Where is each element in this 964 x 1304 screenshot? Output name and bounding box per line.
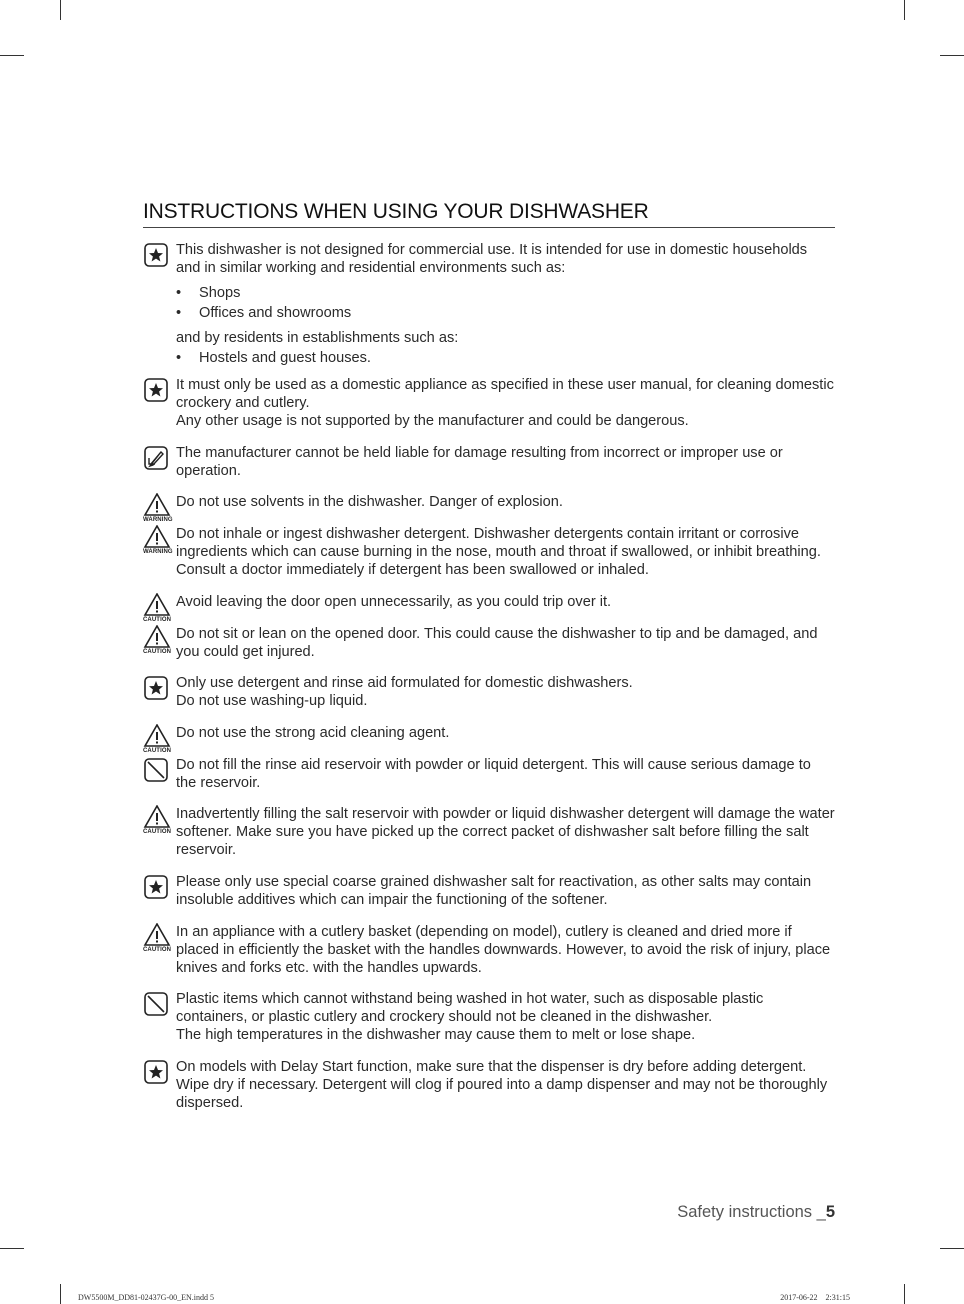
caution-label: CAUTION: [143, 649, 172, 655]
crop-mark: [904, 0, 905, 20]
caution-icon: [143, 593, 171, 623]
page-number: 5: [825, 1203, 835, 1221]
crop-mark: [60, 0, 61, 20]
list-item: [143, 756, 835, 792]
list-item: [143, 525, 835, 579]
entry-text: The high temperatures in the dishwasher may cause them to melt or lose shape.: [176, 1027, 696, 1043]
bullet-text: Offices and showrooms: [199, 305, 352, 321]
entry-text: The manufacturer cannot be held liable for damage resulting from incorrect or improper use or operation.: [176, 445, 783, 479]
entry-text: On models with Delay Start function, make sure that the dispenser is dry before adding detergent. Wipe dry if necessary. Detergent will clog if poured into a damp dispenser and may not be thoroughly dispersed.: [176, 1059, 828, 1111]
prohibited-icon: [143, 990, 171, 1020]
list-item: [143, 805, 835, 859]
entry-text: Do not use washing-up liquid.: [176, 693, 368, 709]
crop-mark: [60, 1284, 61, 1304]
entry-text: It must only be used as a domestic appliance as specified in these user manual, for cleaning domestic crockery and cutlery.: [176, 377, 834, 411]
crop-mark: [904, 1284, 905, 1304]
star-icon: [143, 1058, 171, 1088]
crop-mark: [0, 1248, 24, 1249]
star-icon: [143, 873, 171, 903]
entry-text: Avoid leaving the door open unnecessarily, as you could trip over it.: [176, 594, 612, 610]
list-item: [143, 444, 835, 480]
warning-icon: [143, 493, 171, 523]
crop-mark: [940, 55, 964, 56]
star-icon: [143, 674, 171, 704]
list-item: [143, 493, 835, 523]
entry-text: Inadvertently filling the salt reservoir with powder or liquid dishwasher detergent will damage the water softener. Make sure you have picked up the correct packet of dishwasher salt before filling the salt reservoir.: [176, 806, 835, 858]
list-item: [143, 593, 835, 623]
warning-icon: [143, 525, 171, 555]
star-icon: [143, 241, 171, 271]
list-item: [143, 990, 835, 1044]
bullet-text: Hostels and guest houses.: [199, 350, 371, 366]
crop-mark: [0, 55, 24, 56]
entry-text: Plastic items which cannot withstand being washed in hot water, such as disposable plastic containers, or plastic cutlery and crockery should not be cleaned in the dishwasher.: [176, 991, 764, 1025]
caution-label: CAUTION: [143, 617, 172, 623]
entry-text: Do not use the strong acid cleaning agent.: [176, 725, 450, 741]
entry-text: Please only use special coarse grained dishwasher salt for reactivation, as other salts may contain insoluble additives which can impair the functioning of the softener.: [176, 874, 812, 908]
bullet-text: Shops: [199, 285, 241, 301]
list-item: [143, 376, 835, 430]
list-item: This dishwasher is not designed for commercial use. It is intended for use in domestic households and in similar working and residential environments such as: • Shops • Offices and showrooms and by residents in establishments such as: • Hostels and guest houses.: [143, 241, 835, 367]
entry-text: Do not fill the rinse aid reservoir with powder or liquid detergent. This will cause serious damage to the reservoir.: [176, 757, 811, 791]
slug-date: 2017-06-22 2:31:15: [780, 1293, 850, 1302]
list-item: [143, 1058, 835, 1112]
star-icon: [143, 376, 171, 406]
list-item: [143, 724, 835, 754]
slug-file: DW5500M_DD81-02437G-00_EN.indd 5: [78, 1293, 214, 1302]
entry-text: Only use detergent and rinse aid formulated for domestic dishwashers.: [176, 675, 633, 691]
crop-mark: [940, 1248, 964, 1249]
entry-text: In an appliance with a cutlery basket (depending on model), cutlery is cleaned and dried more if placed in efficiently the basket with the handles downwards. However, to avoid the risk of injury, place knives and forks etc. with the handles upwards.: [176, 924, 831, 976]
page-title: INSTRUCTIONS WHEN USING YOUR DISHWASHER: [143, 200, 835, 228]
note-icon: [143, 444, 171, 474]
list-item: [143, 873, 835, 909]
entry-text: and by residents in establishments such as:: [176, 330, 459, 346]
entry-text: Do not use solvents in the dishwasher. Danger of explosion.: [176, 494, 563, 510]
entry-text: Do not sit or lean on the opened door. This could cause the dishwasher to tip and be damaged, and you could get injured.: [176, 626, 818, 660]
entry-text: This dishwasher is not designed for commercial use. It is intended for use in domestic households and in similar working and residential environments such as:: [176, 242, 808, 276]
list-item: [143, 625, 835, 661]
warning-label: WARNING: [143, 517, 173, 523]
page-footer: [677, 1203, 835, 1222]
caution-icon: [143, 923, 171, 953]
caution-icon: [143, 625, 171, 655]
entry-text: Any other usage is not supported by the manufacturer and could be dangerous.: [176, 413, 689, 429]
caution-icon: [143, 805, 171, 835]
list-item: [143, 923, 835, 977]
warning-label: WARNING: [143, 549, 173, 555]
caution-label: CAUTION: [143, 829, 172, 835]
list-item: [143, 674, 835, 710]
caution-icon: [143, 724, 171, 754]
prohibited-icon: [143, 756, 171, 786]
footer-section: Safety instructions _: [677, 1203, 826, 1221]
caution-label: CAUTION: [143, 748, 172, 754]
caution-label: CAUTION: [143, 947, 172, 953]
entry-text: Do not inhale or ingest dishwasher detergent. Dishwasher detergents contain irritant or corrosive ingredients which can cause burning in the nose, mouth and throat if swallowed, or inhibit breathing. Consult a doctor immediately if detergent has been swallowed or inhaled.: [176, 526, 821, 578]
